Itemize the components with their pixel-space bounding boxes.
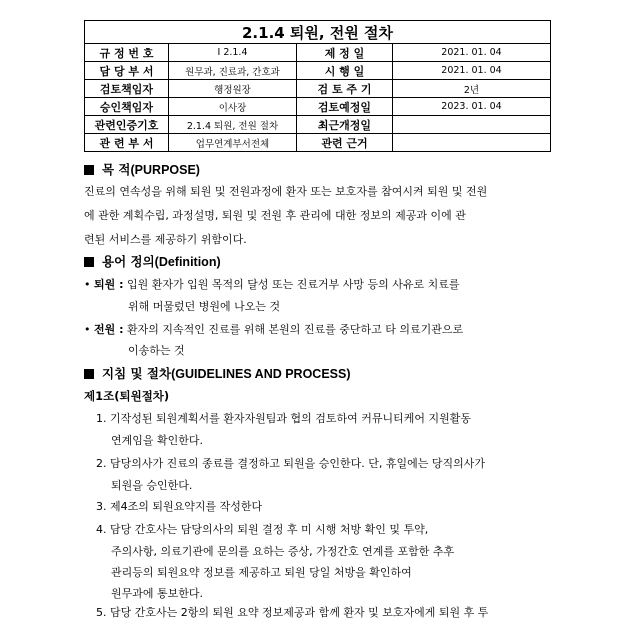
meta-value: 2년 — [393, 80, 551, 98]
definition-text: 위해 머물렀던 병원에 나오는 것 — [128, 300, 281, 313]
meta-row — [85, 80, 551, 98]
meta-value — [393, 116, 551, 134]
meta-label: 규 정 번 호 — [85, 44, 169, 62]
meta-label: 승인책임자 — [85, 98, 169, 116]
purpose-line: 련된 서비스를 제공하기 위함이다. — [84, 233, 247, 246]
definition-heading: 용어 정의(Definition) — [84, 252, 221, 270]
definition-item — [84, 321, 463, 337]
item-number: 5. — [96, 606, 107, 619]
purpose-line: 진료의 연속성을 위해 퇴원 및 전원과정에 환자 또는 보호자를 참여시켜 퇴원 및 전원 — [84, 185, 488, 198]
meta-label: 시 행 일 — [297, 62, 393, 80]
meta-value — [393, 134, 551, 152]
article-title: 제1조(퇴원절차) — [84, 389, 170, 403]
definition-item — [84, 276, 459, 292]
guideline-item — [96, 604, 488, 620]
square-bullet-icon — [84, 257, 94, 267]
item-text: 관리등의 퇴원요약 정보를 제공하고 퇴원 당일 처방을 확인하여 — [111, 566, 412, 579]
item-text: 담당의사가 진료의 종료를 결정하고 퇴원을 승인한다. 단, 휴일에는 당직의사가 — [110, 457, 485, 470]
purpose-heading: 목 적(PURPOSE) — [84, 160, 200, 178]
square-bullet-icon — [84, 369, 94, 379]
meta-value: 행정원장 — [169, 80, 297, 98]
meta-row — [85, 134, 551, 152]
item-number: 4. — [96, 523, 107, 536]
meta-label: 최근개정일 — [297, 116, 393, 134]
purpose-line: 에 관한 계획수립, 과정설명, 퇴원 및 전원 후 관리에 대한 정보의 제공과 이에 관 — [84, 209, 466, 222]
definition-term: 퇴원 : — [94, 278, 124, 291]
meta-row — [85, 44, 551, 62]
regulation-info-table — [84, 20, 551, 152]
dot-bullet-icon: • — [84, 323, 94, 336]
meta-label: 관련인증기호 — [85, 116, 169, 134]
meta-label: 검토예정일 — [297, 98, 393, 116]
meta-value: 2023. 01. 04 — [393, 98, 551, 116]
meta-label: 담 당 부 서 — [85, 62, 169, 80]
guideline-item — [96, 498, 262, 514]
meta-value: 2.1.4 퇴원, 전원 절차 — [169, 116, 297, 134]
guideline-item — [96, 521, 428, 537]
guidelines-heading: 지침 및 절차(GUIDELINES AND PROCESS) — [84, 364, 351, 382]
item-number: 1. — [96, 412, 107, 425]
item-number: 2. — [96, 457, 107, 470]
meta-label: 관 련 부 서 — [85, 134, 169, 152]
meta-value: 업무연계부서전체 — [169, 134, 297, 152]
item-text: 주의사항, 의료기관에 문의를 요하는 증상, 가정간호 연계를 포함한 추후 — [111, 545, 455, 558]
item-text: 기작성된 퇴원계획서를 환자자원팀과 협의 검토하여 커뮤니티케어 지원활동 — [110, 412, 472, 425]
meta-value: 2021. 01. 04 — [393, 44, 551, 62]
meta-value: I 2.1.4 — [169, 44, 297, 62]
definition-text: 이송하는 것 — [128, 344, 185, 357]
item-text: 원무과에 통보한다. — [111, 587, 204, 600]
document-title: 2.1.4 퇴원, 전원 절차 — [85, 21, 551, 44]
meta-value: 이사장 — [169, 98, 297, 116]
guideline-item — [96, 455, 485, 471]
square-bullet-icon — [84, 165, 94, 175]
definition-text: 입원 환자가 입원 목적의 달성 또는 진료거부 사망 등의 사유로 치료를 — [126, 278, 460, 291]
meta-row — [85, 98, 551, 116]
meta-value: 원무과, 진료과, 간호과 — [169, 62, 297, 80]
meta-label: 검 토 주 기 — [297, 80, 393, 98]
meta-row — [85, 116, 551, 134]
item-text: 연계임을 확인한다. — [111, 434, 204, 447]
meta-value: 2021. 01. 04 — [393, 62, 551, 80]
item-text: 담당 간호사는 2항의 퇴원 요약 정보제공과 함께 환자 및 보호자에게 퇴원 후 투 — [110, 606, 489, 619]
definition-term: 전원 : — [94, 323, 124, 336]
dot-bullet-icon: • — [84, 278, 94, 291]
meta-row — [85, 62, 551, 80]
definition-text: 환자의 지속적인 진료를 위해 본원의 진료를 중단하고 타 의료기관으로 — [126, 323, 464, 336]
item-text: 담당 간호사는 담당의사의 퇴원 결정 후 미 시행 처방 확인 및 투약, — [110, 523, 429, 536]
item-text: 제4조의 퇴원요약지를 작성한다 — [110, 500, 263, 513]
item-number: 3. — [96, 500, 107, 513]
meta-label: 제 정 일 — [297, 44, 393, 62]
item-text: 퇴원을 승인한다. — [111, 479, 193, 492]
meta-label: 검토책임자 — [85, 80, 169, 98]
guideline-item — [96, 410, 471, 426]
meta-label: 관련 근거 — [297, 134, 393, 152]
